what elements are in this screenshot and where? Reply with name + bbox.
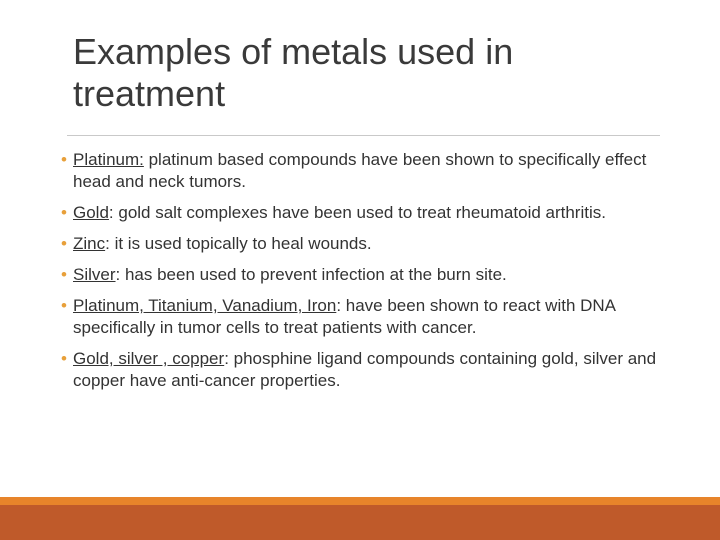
- bullet-dot-icon: •: [61, 349, 67, 368]
- bullet-term: Platinum:: [73, 150, 144, 169]
- footer-accent-band: [0, 497, 720, 505]
- bullet-dot-icon: •: [61, 150, 67, 169]
- bullet-text: : have been shown to react with DNA specifically in tumor cells to treat patients with cancer.: [73, 296, 616, 337]
- slide-title: [73, 31, 673, 115]
- bullet-dot-icon: •: [61, 296, 67, 315]
- bullet-dot-icon: •: [61, 265, 67, 284]
- bullet-dot-icon: •: [61, 203, 67, 222]
- bullet-text: : has been used to prevent infection at the burn site.: [115, 265, 507, 284]
- bullet-item-platinum: [58, 149, 658, 193]
- footer-band: [0, 505, 720, 540]
- bullet-text: : gold salt complexes have been used to treat rheumatoid arthritis.: [108, 203, 606, 222]
- bullet-text: platinum based compounds have been shown to specifically effect head and neck tumors.: [73, 150, 647, 191]
- bullet-item-silver: [58, 264, 658, 286]
- bullet-text: : phosphine ligand compounds containing gold, silver and copper have anti-cancer properties.: [73, 349, 657, 390]
- bullet-item-zinc: [58, 233, 658, 255]
- bullet-item-gold-silver-copper: [58, 348, 658, 392]
- bullet-term: Zinc: [73, 234, 106, 253]
- bullet-term: Platinum, Titanium, Vanadium, Iron: [73, 296, 337, 315]
- bullet-term: Gold: [73, 203, 109, 222]
- bullet-list: [58, 149, 658, 401]
- bullet-item-gold: [58, 202, 658, 224]
- bullet-term: Silver: [73, 265, 116, 284]
- bullet-text: : it is used topically to heal wounds.: [105, 234, 372, 253]
- slide-title-line-2: treatment: [73, 73, 226, 114]
- slide-title-line-1: Examples of metals used in: [73, 31, 514, 72]
- bullet-item-multi-metal: [58, 295, 658, 339]
- title-divider: [67, 135, 660, 136]
- bullet-dot-icon: •: [61, 234, 67, 253]
- bullet-term: Gold, silver , copper: [73, 349, 225, 368]
